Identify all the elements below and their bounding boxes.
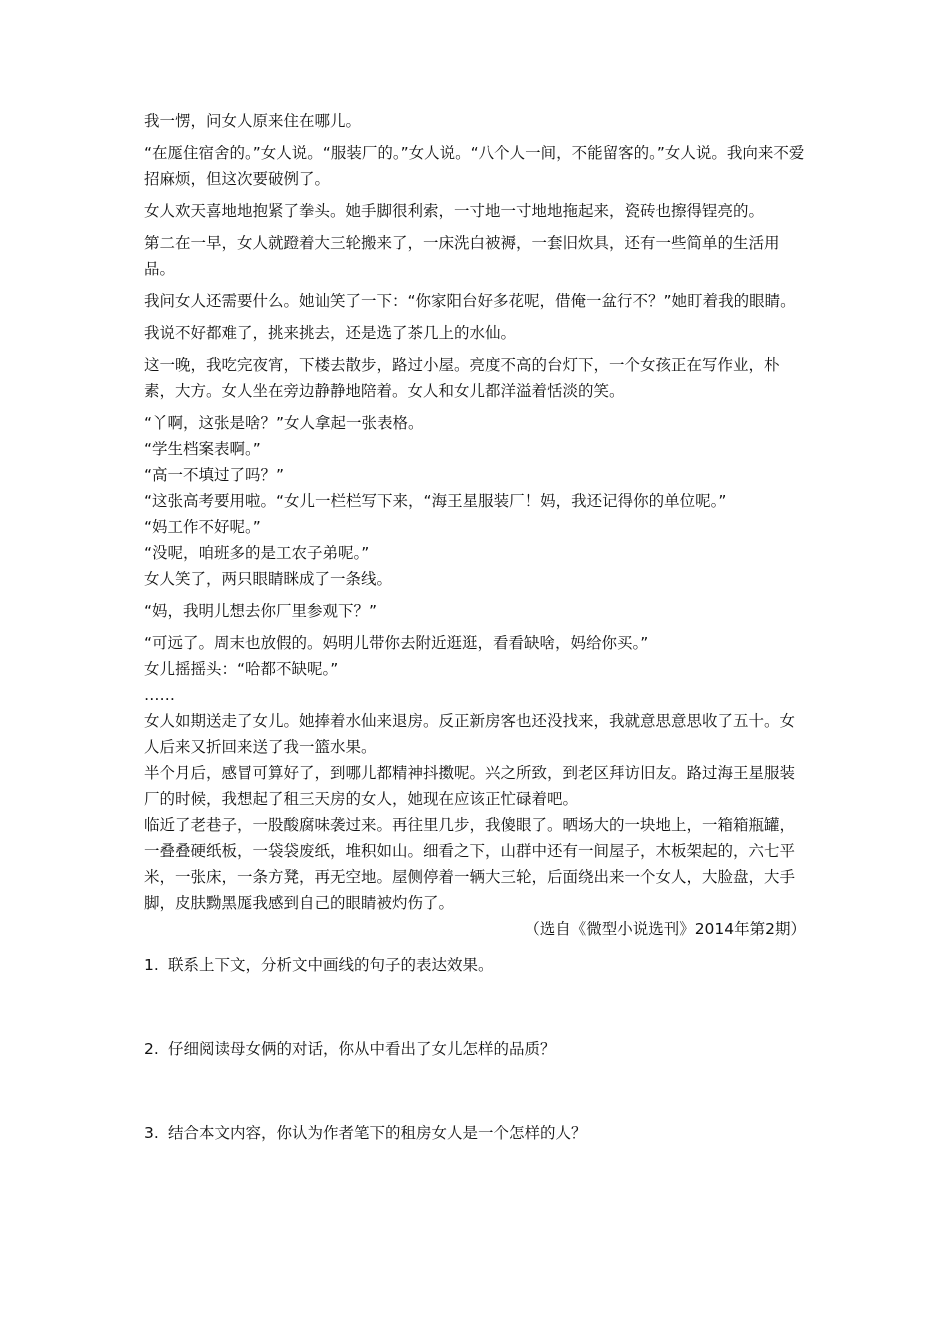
- paragraph: 我问女人还需要什么。她讪笑了一下：“你家阳台好多花呢，借俺一盆行不？”她盯着我的眼睛。: [144, 292, 796, 310]
- ellipsis: ……: [144, 686, 175, 704]
- question-text: 仔细阅读母女俩的对话，你从中看出了女儿怎样的品质？: [168, 1040, 556, 1058]
- paragraph: “妈工作不好呢。”: [144, 518, 261, 536]
- paragraph: 半个月后，感冒可算好了，到哪儿都精神抖擞呢。兴之所致，到老区拜访旧友。路过海王星服装厂的时候，我想起了租三天房的女人，她现在应该正忙碌着吧。: [144, 764, 796, 808]
- question-text: 结合本文内容，你认为作者笔下的租房女人是一个怎样的人？: [168, 1124, 587, 1142]
- source-citation: （选自《微型小说选刊》2014年第2期）: [524, 920, 806, 938]
- paragraph: 我一愣，问女人原来住在哪儿。: [144, 112, 362, 130]
- question-1: [144, 952, 806, 978]
- paragraph: 女人如期送走了女儿。她捧着水仙来退房。反正新房客也还没找来，我就意思意思收了五十。女人后来又折回来送了我一篮水果。: [144, 712, 796, 756]
- question-text: 联系上下文，分析文中画线的句子的表达效果。: [168, 956, 494, 974]
- paragraph: 女人笑了，两只眼睛眯成了一条线。: [144, 570, 393, 588]
- paragraph: “这张高考要用啦。“女儿一栏栏写下来，“海王星服装厂！妈，我还记得你的单位呢。”: [144, 492, 727, 510]
- question-number: 1.: [144, 956, 159, 974]
- paragraph: “在厖住宿舍的。”女人说。“服装厂的。”女人说。“八个人一间，不能留客的。”女人说。我向来不爱招麻烦，但这次要破例了。: [144, 144, 805, 188]
- question-3: [144, 1120, 806, 1146]
- paragraph: “丫啊，这张是啥？”女人拿起一张表格。: [144, 414, 424, 432]
- paragraph: 临近了老巷子，一股酸腐味袭过来。再往里几步，我傻眼了。晒场大的一块地上，一箱箱瓶罐，一叠叠硬纸板，一袋袋废纸，堆积如山。细看之下，山群中还有一间屋子，木板架起的，六七平米，一张床，一条方凳，再无空地。屋侧停着一辆大三轮，后面绕出来一个女人，大脸盘，大手脚，皮肤黝黑厖我感到自己的眼睛被灼伤了。: [144, 816, 796, 912]
- paragraph: “没呢，咱班多的是工农子弟呢。”: [144, 544, 370, 562]
- paragraph: “高一不填过了吗？”: [144, 466, 285, 484]
- paragraph: “妈，我明儿想去你厂里参观下？”: [144, 602, 378, 620]
- paragraph: 女人欢天喜地地抱紧了拳头。她手脚很利索，一寸地一寸地地拖起来，瓷砖也擦得锃亮的。: [144, 202, 765, 220]
- paragraph: “可远了。周末也放假的。妈明儿带你去附近逛逛，看看缺啥，妈给你买。”: [144, 634, 649, 652]
- paragraph: “学生档案表啊。”: [144, 440, 261, 458]
- document-body: [144, 108, 806, 1146]
- question-number: 3.: [144, 1124, 159, 1142]
- paragraph: 第二在一早，女人就蹬着大三轮搬来了，一床洗白被褥，一套旧炊具，还有一些简单的生活用品。: [144, 234, 780, 278]
- question-2: [144, 1036, 806, 1062]
- paragraph: 我说不好都难了，挑来挑去，还是选了茶几上的水仙。: [144, 324, 517, 342]
- paragraph: 女儿摇摇头：“哈都不缺呢。”: [144, 660, 339, 678]
- paragraph: 这一晚，我吃完夜宵，下楼去散步，路过小屋。亮度不高的台灯下，一个女孩正在写作业，朴素，大方。女人坐在旁边静静地陪着。女人和女儿都洋溢着恬淡的笑。: [144, 356, 780, 400]
- question-number: 2.: [144, 1040, 159, 1058]
